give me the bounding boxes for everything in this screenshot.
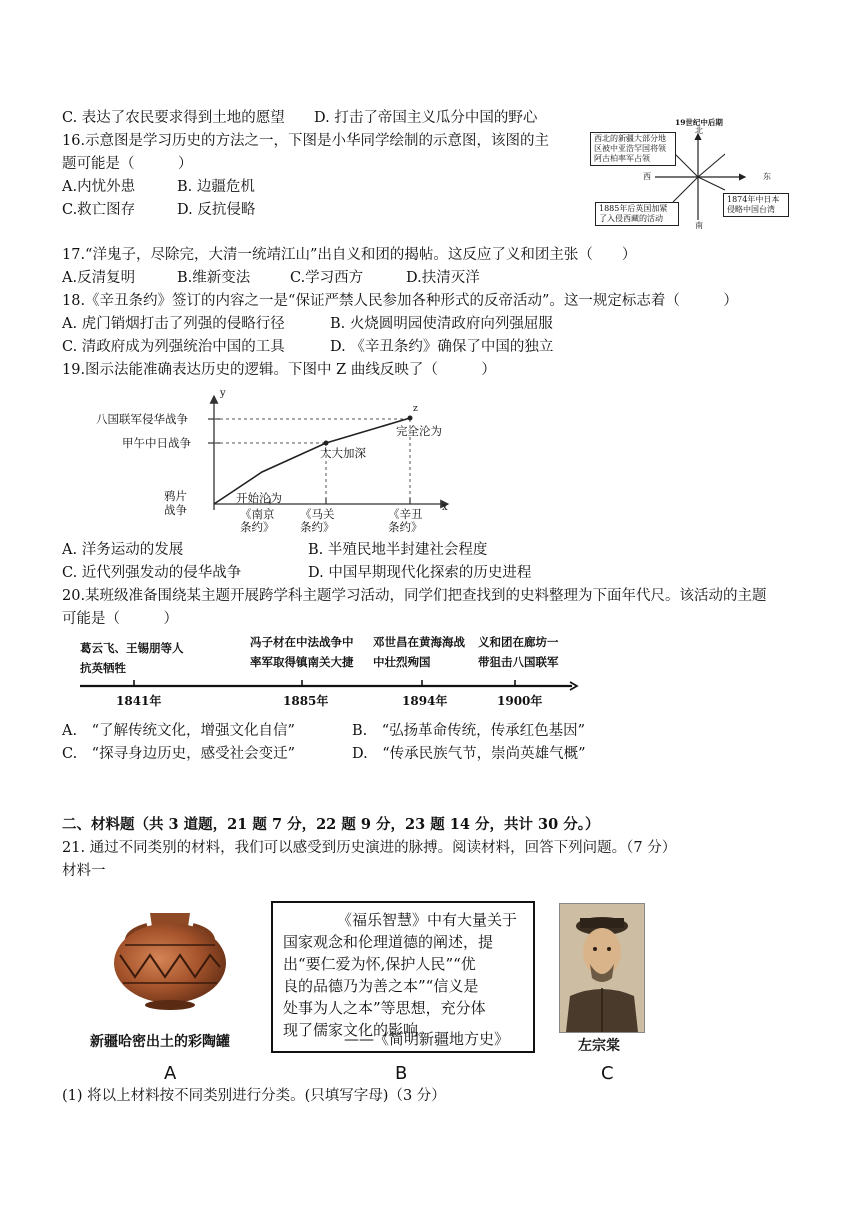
q20-timeline	[70, 630, 580, 710]
timeline-event-1900	[478, 632, 559, 672]
annotation-deepen: 大大加深	[320, 446, 366, 460]
q18-option-d: D. 《辛丑条约》确保了中国的独立	[330, 339, 554, 355]
event-1885-line2: 率军取得镇南关大捷	[250, 655, 354, 669]
annotation-start: 开始沦为	[236, 491, 282, 505]
x-tick-maguan	[300, 508, 335, 534]
nw-event-box: 西北的新疆大部分地区被中亚浩罕国将领阿古柏率军占领	[590, 132, 676, 166]
se-event-box: 1874年中日本侵略中国台湾	[723, 193, 789, 217]
q19-option-d: D. 中国早期现代化探索的历史进程	[308, 565, 532, 581]
y-tick-3b: 战争	[164, 503, 187, 517]
q19-option-c: C. 近代列强发动的侵华战争	[62, 565, 242, 581]
diagram-title: 19世纪中后期	[675, 118, 723, 127]
x-tick-maguan-line1: 《马关	[300, 507, 335, 521]
letter-c: C	[601, 1063, 614, 1084]
year-1885: 1885年	[283, 694, 329, 708]
q16-option-c: C.救亡图存	[62, 202, 136, 218]
y-tick-3a: 鸦片	[164, 489, 187, 503]
y-tick-2: 甲午中日战争	[122, 436, 191, 450]
event-1894-line2: 中壮烈殉国	[373, 655, 431, 669]
q16-stem-line1: 16.示意图是学习历史的方法之一，下图是小华同学绘制的示意图，该图的主	[62, 133, 550, 149]
west-label: 西	[643, 172, 651, 181]
x-tick-nanjing-line2: 条约》	[240, 520, 275, 534]
q18-option-b: B. 火烧圆明园使清政府向列强屈服	[330, 316, 553, 332]
q18-option-a: A. 虎门销烟打击了列强的侵略行径	[62, 316, 285, 332]
q19-option-b: B. 半殖民地半封建社会程度	[308, 542, 488, 558]
q20-option-b: B. “弘扬革命传统，传承红色基因”	[352, 723, 586, 739]
event-1841-line2: 抗英牺牲	[80, 661, 126, 675]
q20-option-a: A. “了解传统文化，增强文化自信”	[62, 723, 295, 739]
q16-compass-diagram	[585, 112, 790, 230]
q17-option-d: D.扶清灭洋	[406, 270, 480, 286]
x-tick-xinchou-line1: 《辛丑	[388, 507, 423, 521]
portrait-icon	[560, 904, 644, 1032]
quote-line-2: 国家观念和伦理道德的阐述，提	[283, 933, 494, 951]
q15-option-c: C. 表达了农民要求得到土地的愿望	[62, 110, 285, 126]
south-label: 南	[695, 221, 703, 230]
painted-pottery-jar-image	[105, 905, 235, 1015]
x-tick-xinchou	[388, 508, 423, 534]
quote-line-3: 出“要仁爱为怀,保护人民”“优	[283, 955, 476, 973]
quote-line-6: 现了儒家文化的影响。	[283, 1021, 434, 1039]
quote-line-5: 处事为人之本”等思想，充分体	[283, 999, 486, 1017]
q21-subquestion-1: (1) 将以上材料按不同类别进行分类。(只填写字母)（3 分）	[62, 1088, 446, 1104]
q17-stem: 17.“洋鬼子，尽除完，大清一统靖江山”出自义和团的揭帖。这反应了义和团主张（ ）	[62, 247, 637, 263]
q15-option-d: D. 打击了帝国主义瓜分中国的野心	[314, 110, 538, 126]
q16-stem-line2: 题可能是（ ）	[62, 156, 193, 172]
q16-option-d: D. 反抗侵略	[177, 202, 256, 218]
x-tick-nanjing	[240, 508, 275, 534]
material-one-label: 材料一	[62, 863, 106, 879]
timeline-event-1885	[250, 632, 354, 672]
item-c-caption: 左宗棠	[578, 1038, 620, 1054]
q19-stem: 19.图示法能准确表达历史的逻辑。下图中 Z 曲线反映了（ ）	[62, 362, 496, 378]
q20-option-d: D. “传承民族气节，崇尚英雄气概”	[352, 746, 586, 762]
event-1900-line1: 义和团在廊坊一	[478, 635, 559, 649]
quote-source: ——《简明新疆地方史》	[344, 1030, 510, 1048]
y-tick-1: 八国联军侵华战争	[96, 412, 188, 426]
q16-option-a: A.内忧外患	[62, 179, 136, 195]
z-curve-label: z	[413, 404, 418, 414]
q17-option-b: B.维新变法	[177, 270, 251, 286]
item-a-caption: 新疆哈密出土的彩陶罐	[90, 1034, 230, 1050]
y-axis-label: y	[220, 388, 226, 399]
zuo-zongtang-portrait	[559, 903, 645, 1033]
event-1841-line1: 葛云飞、王锡朋等人	[80, 641, 184, 655]
q17-option-c: C.学习西方	[290, 270, 364, 286]
q20-option-c: C. “探寻身边历史，感受社会变迁”	[62, 746, 296, 762]
q18-option-c: C. 清政府成为列强统治中国的工具	[62, 339, 285, 355]
x-tick-maguan-line2: 条约》	[300, 520, 335, 534]
q19-graph	[90, 390, 470, 535]
year-1894: 1894年	[402, 694, 448, 708]
timeline-event-1841	[80, 638, 184, 678]
north-label: 北	[695, 126, 703, 135]
q18-stem: 18.《辛丑条约》签订的内容之一是“保证严禁人民参加各种形式的反帝活动”。这一规定标志着（ ）	[62, 293, 738, 309]
x-tick-xinchou-line2: 条约》	[388, 520, 423, 534]
year-1841: 1841年	[116, 694, 162, 708]
x-tick-nanjing-line1: 《南京	[240, 507, 275, 521]
year-1900: 1900年	[497, 694, 543, 708]
section2-heading: 二、材料题（共 3 道题，21 题 7 分，22 题 9 分，23 题 14 分，共计 30 分。）	[62, 816, 600, 833]
quote-line-4: 良的品德乃为善之本”“信义是	[283, 977, 479, 995]
q17-option-a: A.反清复明	[62, 270, 136, 286]
event-1900-line2: 带狙击八国联军	[478, 655, 559, 669]
q20-stem-line1: 20.某班级准备围绕某主题开展跨学科主题学习活动，同学们把查找到的史料整理为下面年代尺。该活动的主题	[62, 588, 767, 604]
letter-a: A	[164, 1063, 177, 1084]
pottery-jar-icon	[105, 905, 235, 1015]
sw-event-box: 1885年后英国加紧了入侵西藏的活动	[595, 202, 679, 226]
q16-option-b: B. 边疆危机	[177, 179, 255, 195]
q20-stem-line2: 可能是（ ）	[62, 611, 178, 627]
q21-stem: 21. 通过不同类别的材料，我们可以感受到历史演进的脉搏。阅读材料，回答下列问题。（7 分）	[62, 840, 677, 856]
east-label: 东	[763, 172, 771, 181]
event-1894-line1: 邓世昌在黄海海战	[373, 635, 465, 649]
timeline-event-1894	[373, 632, 465, 672]
event-1885-line1: 冯子材在中法战争中	[250, 635, 354, 649]
annotation-complete: 完全沦为	[396, 424, 442, 438]
x-axis-label: x	[442, 502, 448, 513]
q19-option-a: A. 洋务运动的发展	[62, 542, 184, 558]
letter-b: B	[395, 1063, 408, 1084]
quote-line-1: 《福乐智慧》中有大量关于	[337, 911, 518, 929]
